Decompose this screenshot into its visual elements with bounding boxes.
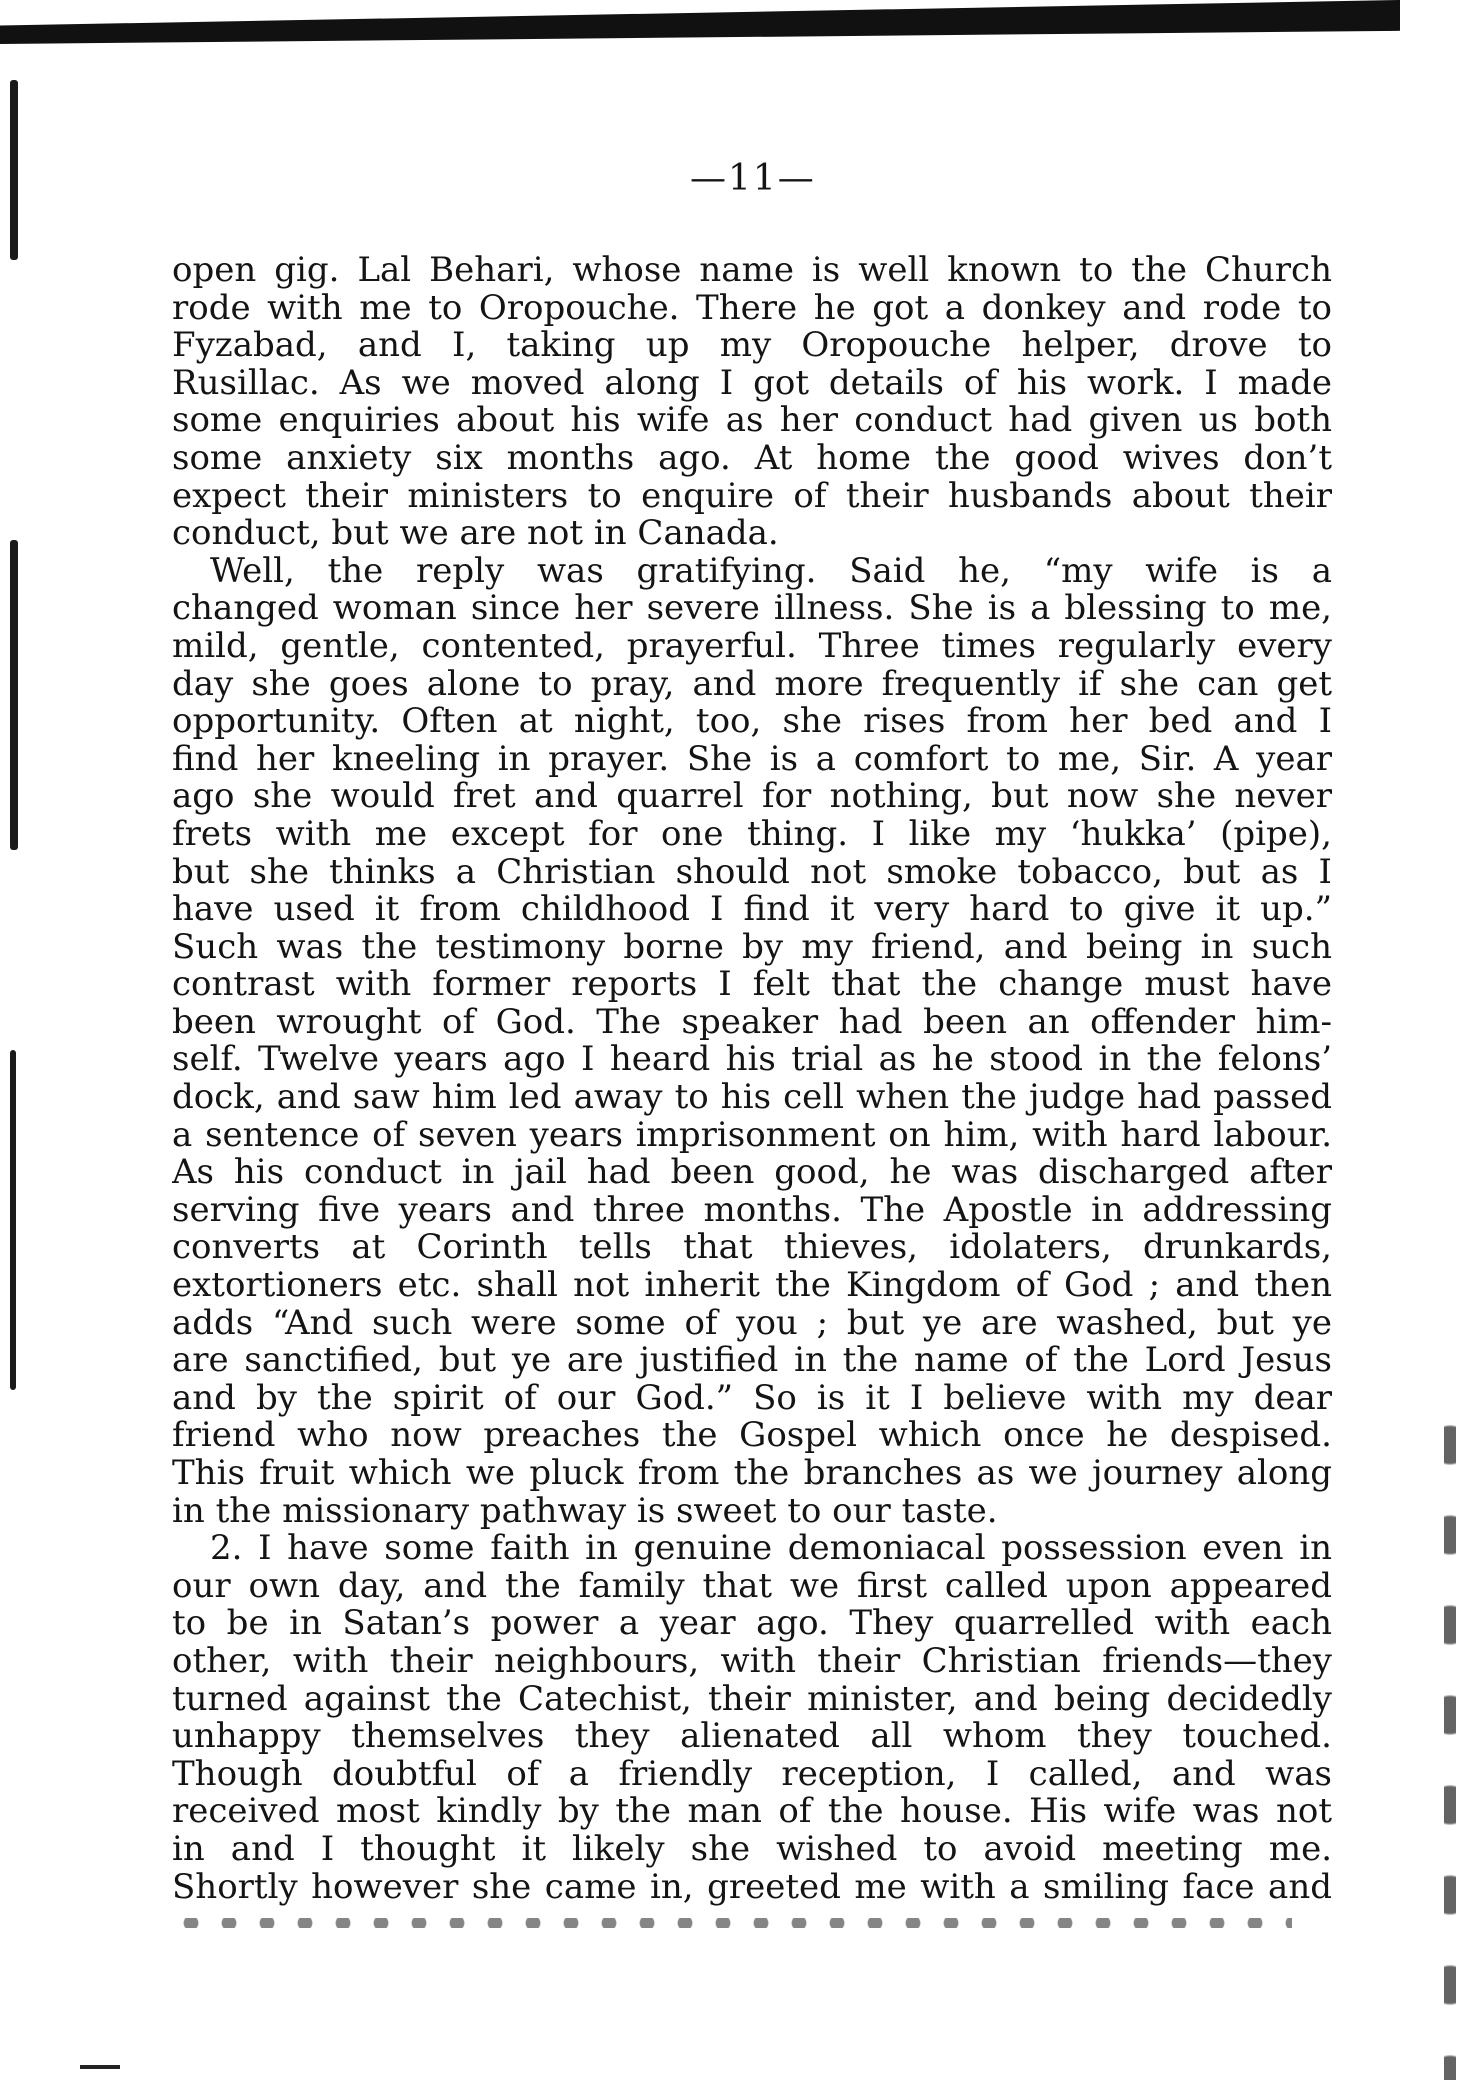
text-line: ago she would fret and quarrel for nothing, but now she never xyxy=(172,778,1332,816)
text-line: Fyzabad, and I, taking up my Oropouche helper, drove to xyxy=(172,327,1332,365)
text-line: friend who now preaches the Gospel which once he despised. xyxy=(172,1417,1332,1455)
text-line: find her kneeling in prayer. She is a comfort to me, Sir. A year xyxy=(172,740,1332,779)
text-line: other, with their neighbours, with their Christian friends—they xyxy=(172,1642,1332,1681)
text-line: but she thinks a Christian should not smoke tobacco, but as I xyxy=(172,853,1332,892)
text-line: self. Twelve years ago I heard his trial as he stood in the felons’ xyxy=(172,1041,1332,1080)
text-line: opportunity. Often at night, too, she rises from her bed and I xyxy=(172,703,1332,741)
page-number: —11— xyxy=(690,158,816,199)
text-line: Though doubtful of a friendly reception, I called, and was xyxy=(172,1755,1332,1794)
text-line: Such was the testimony borne by my friend, and being in such xyxy=(172,928,1332,967)
text-line: some anxiety six months ago. At home the good wives don’t xyxy=(172,439,1332,478)
text-line: contrast with former reports I felt that the change must have xyxy=(172,966,1332,1004)
text-line: conduct, but we are not in Canada. xyxy=(172,515,779,553)
text-line: our own day, and the family that we first called upon appeared xyxy=(172,1567,1332,1606)
text-line: some enquiries about his wife as her conduct had given us both xyxy=(172,402,1332,440)
text-line: have used it from childhood I find it very hard to give it up.” xyxy=(172,891,1332,929)
text-line: This fruit which we pluck from the branches as we journey along xyxy=(172,1455,1332,1493)
text-line: changed woman since her severe illness. She is a blessing to me, xyxy=(172,590,1332,628)
text-line: 2. I have some faith in genuine demoniacal possession even in xyxy=(210,1530,1332,1568)
text-line: in and I thought it likely she wished to avoid meeting me. xyxy=(172,1830,1332,1869)
text-line: converts at Corinth tells that thieves, idolaters, drunkards, xyxy=(172,1229,1332,1268)
text-line: expect their ministers to enquire of their husbands about their xyxy=(172,477,1332,516)
text-line: mild, gentle, contented, prayerful. Three times regularly every xyxy=(172,627,1332,666)
scan-margin-mark xyxy=(10,1050,16,1390)
text-line: Well, the reply was gratifying. Said he, “my wife is a xyxy=(210,552,1332,591)
scan-top-edge xyxy=(0,0,1469,70)
text-line: unhappy themselves they alienated all whom they touched. xyxy=(172,1718,1332,1756)
text-line: day she goes alone to pray, and more frequently if she can get xyxy=(172,665,1332,704)
scan-margin-mark xyxy=(10,80,18,260)
text-line: Shortly however she came in, greeted me with a smiling face and xyxy=(172,1868,1332,1907)
scan-noise xyxy=(1444,1400,1456,2080)
text-line: Rusillac. As we moved along I got details of his work. I made xyxy=(172,364,1332,403)
text-line: been wrought of God. The speaker had been an offender him- xyxy=(172,1003,1332,1042)
text-line: to be in Satan’s power a year ago. They quarrelled with each xyxy=(172,1605,1332,1643)
text-line: received most kindly by the man of the house. His wife was not xyxy=(172,1793,1332,1831)
scan-margin-mark xyxy=(10,540,18,850)
text-line: As his conduct in jail had been good, he was discharged after xyxy=(172,1154,1332,1192)
text-line: adds “And such were some of you ; but ye are washed, but ye xyxy=(172,1304,1332,1343)
text-line: a sentence of seven years imprisonment on him, with hard labour. xyxy=(172,1116,1332,1155)
text-line: dock, and saw him led away to his cell when the judge had passed xyxy=(172,1079,1332,1117)
text-line: serving five years and three months. The Apostle in addressing xyxy=(172,1191,1332,1230)
scan-bottom-mark xyxy=(80,2065,120,2069)
text-line: and by the spirit of our God.” So is it I believe with my dear xyxy=(172,1379,1332,1418)
text-line: extortioners etc. shall not inherit the Kingdom of God ; and then xyxy=(172,1267,1332,1305)
body-text xyxy=(172,252,1332,1906)
text-line: rode with me to Oropouche. There he got a donkey and rode to xyxy=(172,289,1332,328)
text-line: are sanctified, but ye are justified in the name of the Lord Jesus xyxy=(172,1342,1332,1380)
text-line: turned against the Catechist, their minister, and being decidedly xyxy=(172,1680,1332,1719)
text-line: frets with me except for one thing. I like my ‘hukka’ (pipe), xyxy=(172,815,1332,854)
text-line: in the missionary pathway is sweet to our taste. xyxy=(172,1492,998,1531)
text-line: open gig. Lal Behari, whose name is well known to the Church xyxy=(172,252,1332,290)
scan-noise xyxy=(172,1918,1292,1928)
